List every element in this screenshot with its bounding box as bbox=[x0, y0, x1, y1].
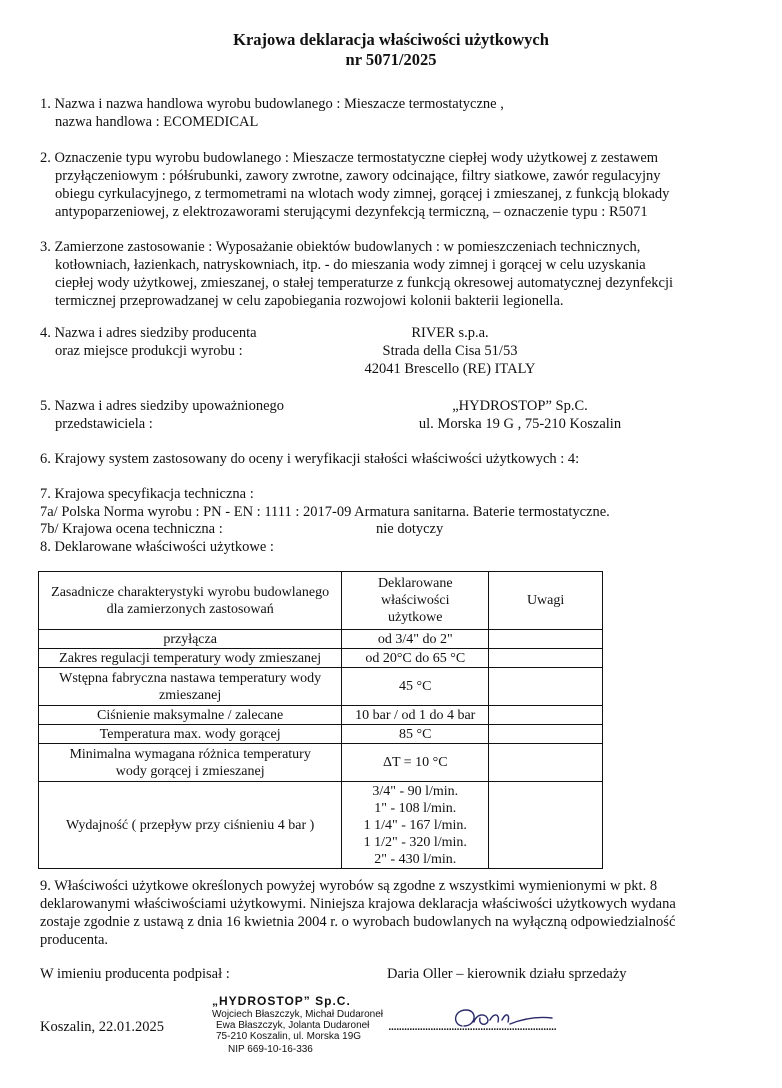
table-row-flow bbox=[39, 782, 603, 869]
representative-label: 5. Nazwa i adres siedziby upoważnionego bbox=[40, 398, 285, 414]
table-cell-note bbox=[489, 706, 603, 725]
table-cell-name: Ciśnienie maksymalne / zalecane bbox=[39, 706, 342, 725]
section-7-line: 7. Krajowa specyfikacja techniczna : bbox=[40, 486, 254, 502]
table-cell-flow-values bbox=[342, 782, 489, 869]
table-cell-note bbox=[489, 630, 603, 649]
table-header-characteristic: Zasadnicze charakterystyki wyrobu budowlanego dla zamierzonych zastosowań bbox=[39, 572, 342, 630]
stamp-company: „HYDROSTOP” Sp.C. bbox=[212, 994, 351, 1008]
table-cell-name: Wstępna fabryczna nastawa temperatury wody zmieszanej bbox=[39, 668, 342, 706]
stamp-line: NIP 669-10-16-336 bbox=[228, 1044, 313, 1055]
table-row bbox=[39, 706, 603, 725]
table-cell-name: przyłącza bbox=[39, 630, 342, 649]
table-cell-note bbox=[489, 649, 603, 668]
section-3-line: kotłowniach, łazienkach, natryskowniach, itp. - do mieszania wody zimnej i gorącej w celu uzyskania bbox=[55, 257, 646, 273]
representative-address: ul. Morska 19 G , 75-210 Koszalin bbox=[418, 416, 622, 432]
section-2-line: obiegu cyrkulacyjnego, z termometrami na wlotach wody zimnej, gorącej i zmieszanej, z funkcją blokady bbox=[55, 186, 670, 202]
table-row bbox=[39, 649, 603, 668]
table-cell-value: od 3/4" do 2" bbox=[342, 630, 489, 649]
section-7-line: 7b/ Krajowa ocena techniczna : bbox=[40, 521, 223, 537]
document-number: nr 5071/2025 bbox=[345, 50, 437, 69]
stamp-line: 75-210 Koszalin, ul. Morska 19G bbox=[216, 1031, 362, 1042]
stamp-line: Wojciech Błaszczyk, Michał Dudaroneł bbox=[212, 1009, 383, 1020]
producer-name: RIVER s.p.a. bbox=[411, 325, 489, 341]
producer-label: oraz miejsce produkcji wyrobu : bbox=[55, 343, 243, 359]
table-row bbox=[39, 668, 603, 706]
properties-table bbox=[38, 571, 603, 869]
section-8: 8. Deklarowane właściwości użytkowe : bbox=[40, 539, 274, 555]
table-row bbox=[39, 630, 603, 649]
table-cell-note bbox=[489, 782, 603, 869]
table-cell-value: 10 bar / od 1 do 4 bar bbox=[342, 706, 489, 725]
section-6: 6. Krajowy system zastosowany do oceny i weryfikacji stałości właściwości użytkowych : 4: bbox=[40, 451, 580, 467]
table-header-declared: Deklarowane właściwości użytkowe bbox=[342, 572, 489, 630]
section-9-line: 9. Właściwości użytkowe określonych powyżej wyrobów są zgodne z wszystkimi wymienionymi w pkt. 8 bbox=[40, 878, 658, 894]
table-cell-note bbox=[489, 744, 603, 782]
flow-value: 3/4" - 90 l/min. bbox=[372, 783, 459, 799]
place-date: Koszalin, 22.01.2025 bbox=[40, 1019, 165, 1035]
section-1-line: nazwa handlowa : ECOMEDICAL bbox=[55, 114, 259, 130]
section-9-line: deklarowanymi właściwościami użytkowymi. Niniejsza krajowa deklaracja właściwości użytkowych wydana bbox=[40, 896, 676, 912]
table-row bbox=[39, 725, 603, 744]
table-cell-value: od 20°C do 65 °C bbox=[342, 649, 489, 668]
signature-line: ................................................................ bbox=[388, 1018, 556, 1034]
table-cell-note bbox=[489, 725, 603, 744]
section-9-line: zostaje zgodnie z ustawą z dnia 16 kwietnia 2004 r. o wyrobach budowlanych na wyłączną odpowiedzialność bbox=[40, 914, 676, 930]
signed-label: W imieniu producenta podpisał : bbox=[40, 966, 230, 982]
section-2-line: przyłączeniowym : półśrubunki, zawory zwrotne, zawory odcinające, filtry siatkowe, zawór regulacyjny bbox=[55, 168, 661, 184]
document-title: Krajowa deklaracja właściwości użytkowych bbox=[233, 30, 549, 49]
section-1-line: 1. Nazwa i nazwa handlowa wyrobu budowlanego : Mieszacze termostatyczne , bbox=[40, 96, 504, 112]
flow-value: 1" - 108 l/min. bbox=[374, 800, 457, 816]
table-header-row bbox=[39, 572, 603, 630]
flow-value: 1 1/2" - 320 l/min. bbox=[363, 834, 467, 850]
table-cell-name: Zakres regulacji temperatury wody zmieszanej bbox=[39, 649, 342, 668]
table-cell-value: ΔT = 10 °C bbox=[342, 744, 489, 782]
table-cell-name: Temperatura max. wody gorącej bbox=[39, 725, 342, 744]
handwritten-signature bbox=[448, 1002, 558, 1034]
representative-label: przedstawiciela : bbox=[55, 416, 153, 432]
table-cell-value: 85 °C bbox=[342, 725, 489, 744]
section-2-line: 2. Oznaczenie typu wyrobu budowlanego : Mieszacze termostatyczne ciepłej wody użytkowej z zestawem bbox=[40, 150, 659, 166]
table-cell-note bbox=[489, 668, 603, 706]
section-7-line: 7a/ Polska Norma wyrobu : PN - EN : 1111 : 2017-09 Armatura sanitarna. Baterie termostatyczne. bbox=[40, 504, 610, 520]
table-header-notes: Uwagi bbox=[489, 572, 603, 630]
producer-address: 42041 Brescello (RE) ITALY bbox=[364, 361, 536, 377]
section-9-line: producenta. bbox=[40, 932, 109, 948]
producer-address: Strada della Cisa 51/53 bbox=[382, 343, 518, 359]
table-cell-value: 45 °C bbox=[342, 668, 489, 706]
section-2-line: antypoparzeniowej, z elektrozaworami sterującymi dezynfekcją termiczną, – oznaczenie typu : R5071 bbox=[55, 204, 648, 220]
table-cell-name: Wydajność ( przepływ przy ciśnieniu 4 bar ) bbox=[39, 782, 342, 869]
representative-name: „HYDROSTOP” Sp.C. bbox=[452, 398, 588, 414]
section-7-value: nie dotyczy bbox=[376, 521, 444, 537]
table-cell-name: Minimalna wymagana różnica temperatury wody gorącej i zmieszanej bbox=[39, 744, 342, 782]
table-row bbox=[39, 744, 603, 782]
section-3-line: termicznej przeprowadzanej w celu zapobiegania rozwojowi kolonii bakterii legionella. bbox=[55, 293, 564, 309]
section-3-line: ciepłej wody użytkowej, zmieszanej, o stałej temperaturze z funkcją okresowej automatycznej dezynfekcji bbox=[55, 275, 673, 291]
producer-label: 4. Nazwa i adres siedziby producenta bbox=[40, 325, 257, 341]
flow-value: 1 1/4" - 167 l/min. bbox=[363, 817, 467, 833]
stamp-line: Ewa Błaszczyk, Jolanta Dudaroneł bbox=[216, 1020, 370, 1031]
signer-name: Daria Oller – kierownik działu sprzedaży bbox=[387, 966, 627, 982]
section-3-line: 3. Zamierzone zastosowanie : Wyposażanie obiektów budowlanych : w pomieszczeniach technicznych, bbox=[40, 239, 641, 255]
flow-value: 2" - 430 l/min. bbox=[374, 851, 457, 867]
